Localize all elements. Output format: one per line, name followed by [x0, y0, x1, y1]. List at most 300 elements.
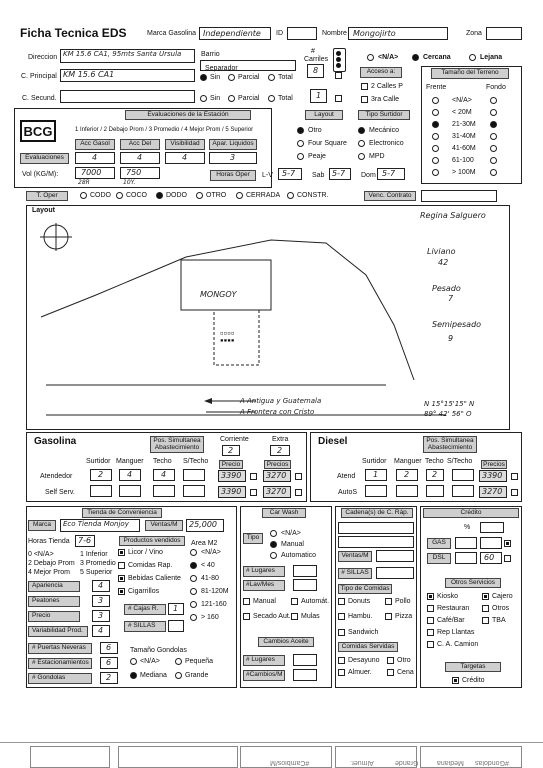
carwash-tipo-button[interactable]: Tipo	[243, 533, 263, 544]
dsl-at-manguer[interactable]	[396, 469, 418, 481]
almuerzo-checkbox[interactable]	[338, 669, 345, 676]
semaforo-checkbox[interactable]	[335, 72, 342, 79]
gond-pequena-label: Pequeña	[185, 658, 214, 665]
layout-peaje-radio[interactable]	[297, 153, 304, 160]
dsl-dias-field[interactable]	[480, 552, 502, 564]
pollo-label: Pollo	[395, 598, 411, 605]
sep2-total-radio[interactable]	[268, 95, 275, 102]
cw-manual-radio[interactable]	[270, 541, 277, 548]
variabilidad-field[interactable]	[92, 625, 110, 637]
frente-size-radio[interactable]	[432, 109, 439, 116]
cw-auto-label: Automatico	[281, 552, 317, 559]
fondo-size-radio[interactable]	[490, 121, 497, 128]
dsl-pct-field[interactable]	[455, 552, 477, 564]
gas-p4[interactable]	[263, 486, 291, 498]
tienda-button[interactable]: Tienda de Conveniencia	[82, 508, 162, 518]
area-label: Area M2	[191, 540, 218, 547]
dom-label: Dom	[361, 172, 376, 179]
cw-na-radio[interactable]	[270, 530, 277, 537]
cadena-sillas-field[interactable]	[376, 567, 414, 579]
tam-gond-label: Tamaño Gondolas	[130, 647, 187, 654]
lv-label: L-V	[262, 172, 273, 179]
gas-credit-checkbox[interactable]	[504, 540, 511, 547]
estac-value: 6	[106, 658, 112, 667]
gas-self-techo[interactable]	[153, 485, 175, 497]
direccion-field[interactable]	[60, 49, 195, 63]
dsl-at-techo-value: 2	[432, 470, 438, 479]
frente-size-radio[interactable]	[432, 133, 439, 140]
dsl-col-surtidor: Surtidor	[362, 458, 387, 465]
carriles2-field[interactable]	[310, 89, 327, 103]
peatones-value: 3	[98, 596, 104, 605]
peatones-field[interactable]	[92, 595, 110, 607]
dsl-col-manguer: Manguer	[394, 458, 422, 465]
fondo-size-radio[interactable]	[490, 169, 497, 176]
acc-del-button[interactable]: Acc Del	[120, 139, 160, 150]
apariencia-field[interactable]	[92, 580, 110, 592]
area-radio[interactable]	[190, 588, 197, 595]
donuts-label: Donuts	[348, 598, 371, 605]
area-label: < 40	[201, 562, 215, 569]
segund-field[interactable]	[60, 90, 195, 103]
visibilidad-button[interactable]: Visibilidad	[165, 139, 205, 150]
size-label: 41-60M	[452, 145, 476, 152]
cw-secado-checkbox[interactable]	[243, 613, 250, 620]
acceso-button[interactable]: Acceso a:	[360, 67, 402, 78]
id-field[interactable]	[287, 27, 317, 40]
cajas-field[interactable]	[168, 603, 184, 615]
arrow2-label: A Frontera con Cristo	[240, 408, 315, 416]
dsl-auto-surtidor[interactable]	[365, 485, 387, 497]
variabilidad-button[interactable]: Variabilidad Prod.	[28, 626, 88, 637]
sillas-tienda-button[interactable]: # SILLAS	[124, 621, 166, 632]
t-oper-label: DODO	[166, 192, 187, 199]
donuts-checkbox[interactable]	[338, 598, 345, 605]
frente-size-radio[interactable]	[432, 121, 439, 128]
cw-manual-label: Manual	[281, 541, 304, 548]
nombre-label: Nombre	[322, 30, 347, 37]
dsl-p2-check[interactable]	[511, 489, 518, 496]
cw-manual-chk-label: Manual	[253, 598, 276, 605]
principal-label: C. Principal	[21, 73, 57, 80]
servicio-checkbox[interactable]	[427, 617, 434, 624]
atend-label: Atend	[337, 473, 356, 480]
servicio-checkbox[interactable]	[427, 593, 434, 600]
dsl-at-stecho[interactable]	[452, 469, 474, 481]
eval-apar-value: 3	[230, 153, 236, 162]
dsl-credit-checkbox[interactable]	[504, 555, 511, 562]
scale-1: 1 Inferior	[80, 551, 108, 558]
gas-col-manguer: Manguer	[116, 458, 144, 465]
layout-type-button[interactable]: Layout	[305, 110, 343, 120]
eval-acc-del-field[interactable]	[120, 152, 160, 164]
carwash-button[interactable]: Car Wash	[262, 508, 306, 518]
gas-precio-button[interactable]: Precio	[219, 460, 243, 469]
prod-comidas-checkbox[interactable]	[118, 562, 125, 569]
proximidad-na-radio[interactable]	[367, 54, 374, 61]
dsl-at-techo[interactable]	[426, 469, 444, 481]
dsl-dias-value: 60	[484, 553, 495, 562]
cw-mulas-label: Mulas	[301, 613, 320, 620]
gas-p2-value: 3270	[266, 471, 287, 480]
fondo-size-radio[interactable]	[490, 109, 497, 116]
servicio-checkbox[interactable]	[482, 593, 489, 600]
cw-lavmes-field[interactable]	[293, 579, 317, 591]
gas-p2[interactable]	[263, 470, 291, 482]
vol2-field[interactable]	[120, 167, 160, 179]
liviano-value: 42	[438, 258, 449, 267]
footer-text-4: #Cambios/M	[270, 759, 310, 766]
gas-p4-value: 3270	[266, 487, 287, 496]
size-label: < 20M	[452, 109, 472, 116]
sandwich-checkbox[interactable]	[338, 629, 345, 636]
venc-contrato-button[interactable]: Venc. Contrato	[364, 191, 416, 201]
targetas-button[interactable]: Targetas	[445, 662, 501, 672]
semaforo2-checkbox[interactable]	[335, 95, 342, 102]
sep2-sin-radio[interactable]	[200, 95, 207, 102]
servicio-label: Café/Bar	[437, 617, 465, 624]
peatones-button[interactable]: Peatones	[28, 596, 80, 607]
gas-at-techo[interactable]	[153, 469, 175, 481]
layout-otro-radio[interactable]	[297, 127, 304, 134]
fondo-size-radio[interactable]	[490, 145, 497, 152]
cw-manual-checkbox[interactable]	[243, 598, 250, 605]
fondo-size-radio[interactable]	[490, 157, 497, 164]
t-oper-button[interactable]: T. Oper	[26, 191, 68, 201]
gas-self-surtidor[interactable]	[90, 485, 112, 497]
precio-field[interactable]	[92, 610, 110, 622]
gas-p4-check[interactable]	[295, 489, 302, 496]
diesel-title: Diesel	[318, 436, 348, 447]
dom-field[interactable]	[377, 168, 405, 180]
area-label: 81-120M	[201, 588, 229, 595]
eval-acc-gasol-value: 4	[92, 153, 98, 162]
sillas-tienda-field[interactable]	[168, 620, 184, 632]
gas-credit-button[interactable]: GAS	[427, 538, 451, 549]
cajas-button[interactable]: # Cajas R.	[124, 604, 166, 615]
precio-button[interactable]: Precio	[28, 611, 80, 622]
scale-text: 1 Inferior / 2 Debajo Prom / 3 Promedio / 4 Mejor Prom / 5 Superior	[75, 127, 254, 133]
eval-visibilidad-field[interactable]	[165, 152, 205, 164]
gas-self-manguer[interactable]	[119, 485, 141, 497]
cambios-aceite-button[interactable]: Cambios Aceite	[258, 637, 314, 647]
t-oper-radio[interactable]	[80, 192, 87, 199]
ca-lugares-field[interactable]	[293, 654, 317, 666]
ventas-tienda-value: 25,000	[189, 520, 217, 529]
gas-p3-check[interactable]	[250, 489, 257, 496]
cena-label: Cena	[397, 669, 414, 676]
dsl-p1[interactable]	[479, 470, 507, 482]
coord-lat: N 15°15'15" N	[424, 400, 475, 408]
gas-at-surtidor-value: 2	[98, 470, 104, 479]
footer-text-1: Mediana	[437, 759, 464, 766]
dos-calles-checkbox[interactable]	[361, 83, 368, 90]
area-radio[interactable]	[190, 614, 197, 621]
dsl-precios-button[interactable]: Precios	[481, 460, 507, 469]
dsl-p1-check[interactable]	[511, 473, 518, 480]
servicio-label: Otros	[492, 605, 510, 612]
fondo-size-radio[interactable]	[490, 97, 497, 104]
gond-pequena-radio[interactable]	[175, 658, 182, 665]
vol2-value: 750	[126, 168, 142, 177]
arrow1-label: A Antigua y Guatemala	[240, 397, 322, 405]
direccion-label: Direccion	[28, 54, 58, 61]
gas-self-stecho[interactable]	[183, 485, 205, 497]
diesel-pos-button[interactable]: Pos. Simultanea Abastecimiento	[423, 436, 477, 453]
lejana-radio[interactable]	[469, 54, 476, 61]
dsl-p2-value: 3270	[482, 487, 503, 496]
dsl-credit-button[interactable]: DSL	[427, 553, 451, 564]
dom-value: 5-7	[382, 169, 396, 178]
dias-header-box	[480, 522, 504, 533]
servicio-checkbox[interactable]	[427, 629, 434, 636]
otro-comida-label: Otro	[397, 657, 411, 664]
marca-value: Independiente	[203, 29, 261, 38]
cercana-radio[interactable]	[412, 54, 419, 61]
fondo-size-radio[interactable]	[490, 133, 497, 140]
sep2-parcial-radio[interactable]	[228, 95, 235, 102]
pesado-label: Pesado	[432, 284, 461, 293]
scale-4: 4 Mejor Prom	[28, 569, 71, 576]
puertas-field[interactable]	[100, 642, 118, 654]
scale-5: 5 Superior	[80, 569, 113, 576]
cw-lavmes-button[interactable]: #Lav/Mes	[243, 580, 285, 591]
footer-text-5: Almuer.	[350, 759, 374, 766]
hambu-checkbox[interactable]	[338, 613, 345, 620]
dsl-auto-techo[interactable]	[426, 485, 444, 497]
gas-at-stecho[interactable]	[183, 469, 205, 481]
otro-comida-checkbox[interactable]	[387, 657, 394, 664]
gas-pos-button[interactable]: Pos. Simultanea Abastecimiento	[150, 436, 204, 453]
gas-precios-button[interactable]: Precios	[264, 460, 291, 469]
footer-box-1	[30, 746, 110, 768]
cw-automat-chk-label: Automát.	[301, 598, 330, 605]
cadena-field-1[interactable]	[338, 522, 414, 534]
cadena-field-2[interactable]	[338, 536, 414, 548]
cw-lugares-button[interactable]: # Lugares	[243, 566, 285, 577]
cw-auto-radio[interactable]	[270, 552, 277, 559]
tercera-calle-checkbox[interactable]	[361, 96, 368, 103]
prod-bebidas-checkbox[interactable]	[118, 575, 125, 582]
dsl-p2[interactable]	[479, 486, 507, 498]
servicio-checkbox[interactable]	[427, 605, 434, 612]
page-title: Ficha Tecnica EDS	[20, 26, 127, 40]
horas-tienda-field[interactable]	[75, 535, 95, 547]
layout-foursquare-radio[interactable]	[297, 140, 304, 147]
sab-field[interactable]	[329, 168, 351, 180]
marca-tienda-value: Eco Tienda Monjoy	[63, 520, 129, 528]
area-radio[interactable]	[190, 549, 197, 556]
scale-0: 0 <N/A>	[28, 551, 54, 558]
prod-licor-checkbox[interactable]	[118, 549, 125, 556]
estac-button[interactable]: # Estacionamientos	[28, 658, 92, 669]
area-radio[interactable]	[190, 562, 197, 569]
ca-lugares-button[interactable]: # Lugares	[243, 655, 285, 666]
dsl-at-manguer-value: 2	[404, 470, 410, 479]
eval-acc-del-value: 4	[137, 153, 143, 162]
nombre-field[interactable]	[348, 27, 448, 40]
atendedor-label: Atendedor	[40, 473, 73, 480]
surtidor-electronico-radio[interactable]	[358, 140, 365, 147]
servicio-label: Rep Llantas	[437, 629, 475, 636]
servicio-checkbox[interactable]	[427, 641, 434, 648]
prod-cigarrillos-checkbox[interactable]	[118, 588, 125, 595]
cadena-sillas-button[interactable]: # SILLAS	[338, 568, 372, 579]
semipesado-label: Semipesado	[432, 320, 482, 329]
sep1-sin-radio[interactable]	[200, 74, 207, 81]
venc-contrato-field[interactable]	[421, 190, 497, 202]
principal-field[interactable]	[60, 69, 195, 82]
gas-at-techo-value: 4	[161, 470, 167, 479]
ca-cambios-field[interactable]	[293, 669, 317, 681]
street-note: Regina Salguero	[420, 211, 486, 220]
lv-field[interactable]	[278, 168, 302, 180]
frente-size-radio[interactable]	[432, 97, 439, 104]
t-oper-radio[interactable]	[116, 192, 123, 199]
cw-lugares-field[interactable]	[293, 565, 317, 577]
desayuno-checkbox[interactable]	[338, 657, 345, 664]
frente-size-radio[interactable]	[432, 145, 439, 152]
dsl-auto-manguer[interactable]	[396, 485, 418, 497]
cadena-button[interactable]: Cadena(s) de C. Ráp.	[341, 508, 413, 518]
extra-field[interactable]	[270, 445, 290, 456]
ventas-tienda-field[interactable]	[186, 519, 224, 532]
vol1-field[interactable]	[75, 167, 115, 179]
vol2-note: 10Y.	[123, 179, 136, 186]
liviano-label: Liviano	[427, 247, 456, 256]
sep1-total-label: Total	[278, 74, 293, 81]
dsl-at-surtidor[interactable]	[365, 469, 387, 481]
eval-acc-gasol-field[interactable]	[75, 152, 115, 164]
t-oper-radio[interactable]	[156, 192, 163, 199]
carriles-field[interactable]	[307, 64, 324, 78]
gas-pct-field[interactable]	[455, 537, 477, 549]
sep2-total-label: Total	[278, 95, 293, 102]
ca-cambios-button[interactable]: #Cambios/M	[243, 670, 285, 681]
t-oper-radio[interactable]	[236, 192, 243, 199]
tipo-surtidor-button[interactable]: Tipo Surtidor	[358, 110, 410, 120]
semipesado-value: 9	[448, 334, 454, 343]
productos-button[interactable]: Productos vendidos	[119, 536, 185, 546]
gas-at-manguer[interactable]	[119, 469, 141, 481]
gas-p1-check[interactable]	[250, 473, 257, 480]
cena-checkbox[interactable]	[387, 669, 394, 676]
t-oper-radio[interactable]	[287, 192, 294, 199]
evaluaciones-title-button[interactable]: Evaluaciones de la Estación	[125, 110, 251, 120]
gond-grande-radio[interactable]	[175, 672, 182, 679]
surtidor-mecanico-radio[interactable]	[358, 127, 365, 134]
servicio-label: Cajero	[492, 593, 513, 600]
size-label: <N/A>	[452, 97, 472, 104]
servicio-checkbox[interactable]	[482, 605, 489, 612]
area-label: 41-80	[201, 575, 219, 582]
apariencia-value: 4	[98, 581, 104, 590]
size-label: 31-40M	[452, 133, 476, 140]
sep1-parcial-radio[interactable]	[228, 74, 235, 81]
horas-oper-button[interactable]: Horas Oper	[210, 170, 256, 181]
apar-liquidos-button[interactable]: Apar. Liquidos	[209, 139, 257, 150]
tipo-comidas-button[interactable]: Tipo de Comidas	[338, 584, 392, 594]
id-label: ID	[276, 30, 283, 37]
credito-button[interactable]: Crédito	[423, 508, 519, 518]
frente-size-radio[interactable]	[432, 169, 439, 176]
area-radio[interactable]	[190, 601, 197, 608]
store-label: MONGOY	[200, 290, 237, 299]
sep1-total-radio[interactable]	[268, 74, 275, 81]
ventas-tienda-button[interactable]: Ventas/M	[145, 520, 183, 531]
gas-p2-check[interactable]	[295, 473, 302, 480]
gond-mediana-radio[interactable]	[130, 672, 137, 679]
direccion-value: KM 15.6 CA1, 95mts Santa Ursula	[63, 50, 182, 58]
cw-mulas-checkbox[interactable]	[291, 613, 298, 620]
puertas-button[interactable]: # Puertas Neveras	[28, 643, 92, 654]
gond-na-radio[interactable]	[130, 658, 137, 665]
layout-label: Layout	[32, 207, 55, 214]
comidas-servidas-button[interactable]: Comidas Servidas	[338, 642, 398, 652]
credito-tarjeta-checkbox[interactable]	[452, 677, 459, 684]
tamano-terreno-button[interactable]: Tamaño del Terreno	[431, 68, 509, 79]
gondolas-button[interactable]: # Gondolas	[28, 673, 92, 684]
sep1-parcial-label: Parcial	[238, 74, 260, 81]
cadena-ventas-field[interactable]	[376, 550, 414, 562]
cw-automat-checkbox[interactable]	[291, 598, 298, 605]
traffic-light-icon	[333, 48, 346, 72]
gas-dias-field[interactable]	[480, 537, 502, 549]
eval-apar-field[interactable]	[209, 152, 257, 164]
dsl-auto-stecho[interactable]	[452, 485, 474, 497]
gondolas-field[interactable]	[100, 672, 118, 684]
surtidor-mpd-label: MPD	[369, 153, 385, 160]
otros-servicios-button[interactable]: Otros Servicios	[445, 578, 501, 588]
gas-p3[interactable]	[218, 486, 246, 498]
servicio-label: Kiosko	[437, 593, 459, 600]
scale-3: 3 Promedio	[80, 560, 116, 567]
corriente-field[interactable]	[222, 445, 240, 456]
prod-cigarrillos-label: Cigarrillos	[128, 588, 160, 595]
vol1-value: 7000	[81, 168, 102, 177]
gas-p1[interactable]	[218, 470, 246, 482]
frente-size-radio[interactable]	[432, 157, 439, 164]
evaluaciones-button[interactable]: Evaluaciones	[20, 153, 69, 164]
pizza-checkbox[interactable]	[385, 613, 392, 620]
gondolas-value: 2	[106, 673, 112, 682]
apariencia-button[interactable]: Apariencia	[28, 581, 80, 592]
estac-field[interactable]	[100, 657, 118, 669]
marca-field[interactable]	[199, 27, 271, 40]
t-oper-radio[interactable]	[196, 192, 203, 199]
horas-tienda-label: Horas Tienda	[28, 538, 70, 545]
marca-tienda-button[interactable]: Marca	[28, 520, 56, 531]
zona-field[interactable]	[486, 27, 522, 40]
scale-2: 2 Debajo Prom	[28, 560, 75, 567]
marca-tienda-field[interactable]	[60, 519, 140, 532]
pollo-checkbox[interactable]	[385, 598, 392, 605]
pump-sketch: ▫▫▫▫ ▪▪▪▪	[220, 330, 235, 344]
surtidor-mpd-radio[interactable]	[358, 153, 365, 160]
cadena-ventas-button[interactable]: Ventas/M	[338, 551, 372, 562]
autos-label: AutoS	[338, 489, 358, 496]
prod-comidas-label: Comidas Rap.	[128, 562, 173, 569]
dsl-p1-value: 3390	[482, 471, 503, 480]
area-radio[interactable]	[190, 575, 197, 582]
separador-label: Separador	[205, 65, 238, 72]
gas-col-surtidor: Surtidor	[86, 458, 111, 465]
acc-gasol-button[interactable]: Acc Gasol	[75, 139, 115, 150]
t-oper-label: COCO	[126, 192, 147, 199]
pizza-label: Pizza	[395, 613, 413, 620]
servicio-checkbox[interactable]	[482, 617, 489, 624]
gas-at-surtidor[interactable]	[90, 469, 112, 481]
